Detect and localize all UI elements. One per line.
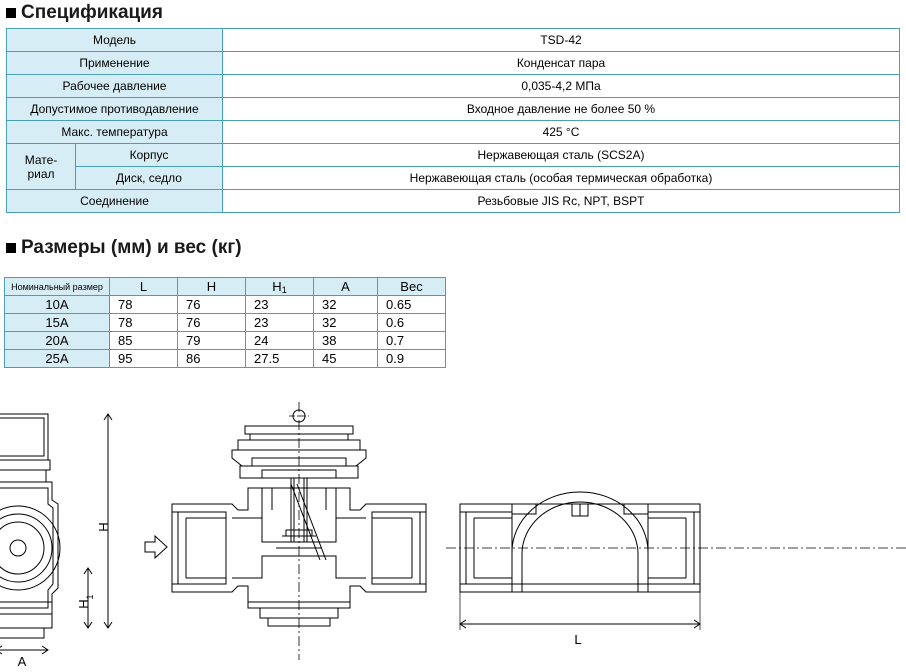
- spec-label-application: Применение: [7, 52, 223, 75]
- table-row: [7, 144, 900, 167]
- table-row: [5, 296, 446, 314]
- dims-cell-h: 79: [178, 332, 246, 350]
- dims-header-nominal-size: Номинальный размер: [5, 278, 110, 296]
- drawing-right-top-view: [446, 492, 906, 630]
- spec-value-max-temperature: 425 °C: [223, 121, 900, 144]
- dims-cell-weight: 0.7: [378, 332, 446, 350]
- spec-label-material-group: [7, 144, 76, 190]
- label-H1: H: [76, 599, 91, 609]
- dims-cell-l: 78: [110, 296, 178, 314]
- spec-value-model: TSD-42: [223, 29, 900, 52]
- table-row: [7, 29, 900, 52]
- dims-cell-h1: 23: [246, 296, 314, 314]
- material-group-line2: риал: [27, 166, 55, 181]
- dims-header-h: H: [178, 278, 246, 296]
- label-A: A: [17, 654, 27, 667]
- table-row: [5, 350, 446, 368]
- flow-arrow-icon: [145, 536, 167, 558]
- spec-value-body: Нержавеющая сталь (SCS2A): [223, 144, 900, 167]
- dims-cell-h: 86: [178, 350, 246, 368]
- dims-cell-l: 95: [110, 350, 178, 368]
- dims-cell-h1: 27.5: [246, 350, 314, 368]
- label-L: L: [574, 632, 582, 647]
- dims-header-h1: $H_1$: [246, 278, 314, 296]
- spec-label-model: Модель: [7, 29, 223, 52]
- dims-cell-a: 38: [314, 332, 378, 350]
- spec-label-max-temperature: Макс. температура: [7, 121, 223, 144]
- dims-cell-l: 85: [110, 332, 178, 350]
- dims-cell-weight: 0.6: [378, 314, 446, 332]
- dims-header-weight: Вес: [378, 278, 446, 296]
- dims-cell-h1: 23: [246, 314, 314, 332]
- table-row: [7, 190, 900, 213]
- material-group-line1: Мате-: [24, 152, 58, 167]
- spec-value-disc-seat: Нержавеющая сталь (особая термическая обработка): [223, 167, 900, 190]
- dimensions-section-title: [6, 237, 242, 259]
- dims-cell-weight: 0.65: [378, 296, 446, 314]
- dims-row-size: 10A: [5, 296, 110, 314]
- valve-technical-drawings: [0, 392, 906, 667]
- table-row: [7, 98, 900, 121]
- table-header-row: [5, 278, 446, 296]
- square-bullet-icon: [6, 8, 16, 18]
- dims-cell-h: 76: [178, 314, 246, 332]
- drawing-left-side-view: [0, 414, 112, 654]
- table-row: [7, 121, 900, 144]
- table-row: [7, 167, 900, 190]
- dims-header-a: A: [314, 278, 378, 296]
- dimensions-title-text: Размеры (мм) и вес (кг): [21, 237, 242, 258]
- spec-label-connection: Соединение: [7, 190, 223, 213]
- spec-value-backpressure: Входное давление не более 50 %: [223, 98, 900, 121]
- table-row: [5, 332, 446, 350]
- spec-value-application: Конденсат пара: [223, 52, 900, 75]
- dims-cell-l: 78: [110, 314, 178, 332]
- spec-label-body: Корпус: [76, 144, 223, 167]
- dims-cell-weight: 0.9: [378, 350, 446, 368]
- drawing-middle-section-view: [172, 402, 426, 660]
- dims-header-l: L: [110, 278, 178, 296]
- specification-section-title: [6, 2, 163, 24]
- specification-title-text: Спецификация: [21, 2, 163, 23]
- dims-row-size: 15A: [5, 314, 110, 332]
- spec-label-working-pressure: Рабочее давление: [7, 75, 223, 98]
- specification-table: [6, 28, 900, 213]
- dims-cell-a: 32: [314, 296, 378, 314]
- spec-label-disc-seat: Диск, седло: [76, 167, 223, 190]
- spec-label-backpressure: Допустимое противодавление: [7, 98, 223, 121]
- dimensions-table: [4, 277, 446, 368]
- dims-row-size: 25A: [5, 350, 110, 368]
- dims-cell-a: 32: [314, 314, 378, 332]
- dims-cell-h1: 24: [246, 332, 314, 350]
- table-row: [5, 314, 446, 332]
- table-row: [7, 75, 900, 98]
- label-H: H: [96, 522, 111, 532]
- table-row: [7, 52, 900, 75]
- label-H1-subscript: 1: [85, 594, 95, 600]
- spec-value-connection: Резьбовые JIS Rc, NPT, BSPT: [223, 190, 900, 213]
- dims-cell-h: 76: [178, 296, 246, 314]
- dims-row-size: 20A: [5, 332, 110, 350]
- drawings-svg: [0, 392, 906, 667]
- spec-value-working-pressure: 0,035-4,2 МПа: [223, 75, 900, 98]
- square-bullet-icon: [6, 243, 16, 253]
- dims-cell-a: 45: [314, 350, 378, 368]
